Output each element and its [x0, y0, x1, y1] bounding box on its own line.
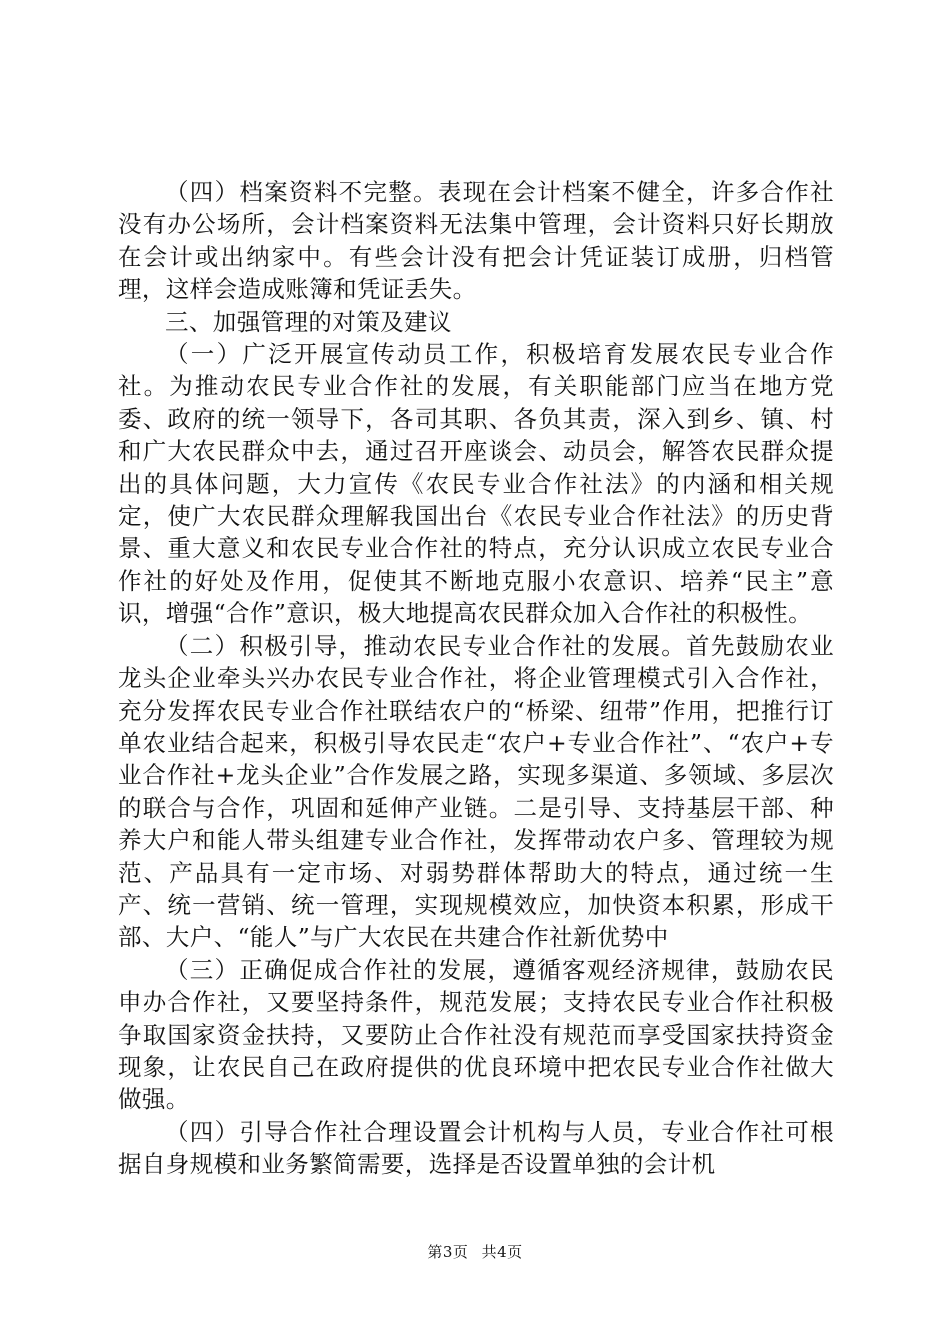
- paragraph-guidance: （二）积极引导，推动农民专业合作社的发展。首先鼓励农业龙头企业牵头兴办农民专业合作社，将企业管理模式引入合作社，充分发挥农民专业合作社联结农户的“桥梁、纽带”作用，把推行订单农业结合起来，积极引导农民走“农户+专业合作社”、“农户+专业合作社+龙头企业”合作发展之路，实现多渠道、多领域、多层次的联合与合作，巩固和延伸产业链。二是引导、支持基层干部、种养大户和能人带头组建专业合作社，发挥带动农户多、管理较为规范、产品具有一定市场、对弱势群体帮助大的特点，通过统一生产、统一营销、统一管理，实现规模效应，加快资本积累，形成干部、大户、“能人”与广大农民在共建合作社新优势中: [118, 631, 834, 952]
- paragraph-accounting: （四）引导合作社合理设置会计机构与人员，专业合作社可根据自身规模和业务繁简需要，选择是否设置单独的会计机: [118, 1117, 834, 1179]
- paragraph-publicity: （一）广泛开展宣传动员工作，积极培育发展农民专业合作社。为推动农民专业合作社的发展，有关职能部门应当在地方党委、政府的统一领导下，各司其职、各负其责，深入到乡、镇、村和广大农民群众中去，通过召开座谈会、动员会，解答农民群众提出的具体问题，大力宣传《农民专业合作社法》的内涵和相关规定，使广大农民群众理解我国出台《农民专业合作社法》的历史背景、重大意义和农民专业合作社的特点，充分认识成立农民专业合作社的好处及作用，促使其不断地克服小农意识、培养“民主”意识，增强“合作”意识，极大地提高农民群众加入合作社的积极性。: [118, 340, 834, 628]
- section-heading: 三、加强管理的对策及建议: [165, 307, 452, 336]
- page-footer: [0, 1241, 950, 1262]
- paragraph-archive-issue: （四）档案资料不完整。表现在会计档案不健全，许多合作社没有办公场所，会计档案资料无法集中管理，会计资料只好长期放在会计或出纳家中。有些会计没有把会计凭证装订成册，归档管理，这样会造成账簿和凭证丢失。: [118, 178, 834, 304]
- document-body: [118, 176, 834, 1181]
- page-number: 第3页: [427, 1243, 469, 1261]
- page-total: 共4页: [481, 1243, 523, 1261]
- paragraph-development: （三）正确促成合作社的发展，遵循客观经济规律，鼓励农民申办合作社，又要坚持条件，规范发展；支持农民专业合作社积极争取国家资金扶持，又要防止合作社没有规范而享受国家扶持资金现象，让农民自己在政府提供的优良环境中把农民专业合作社做大做强。: [118, 955, 834, 1114]
